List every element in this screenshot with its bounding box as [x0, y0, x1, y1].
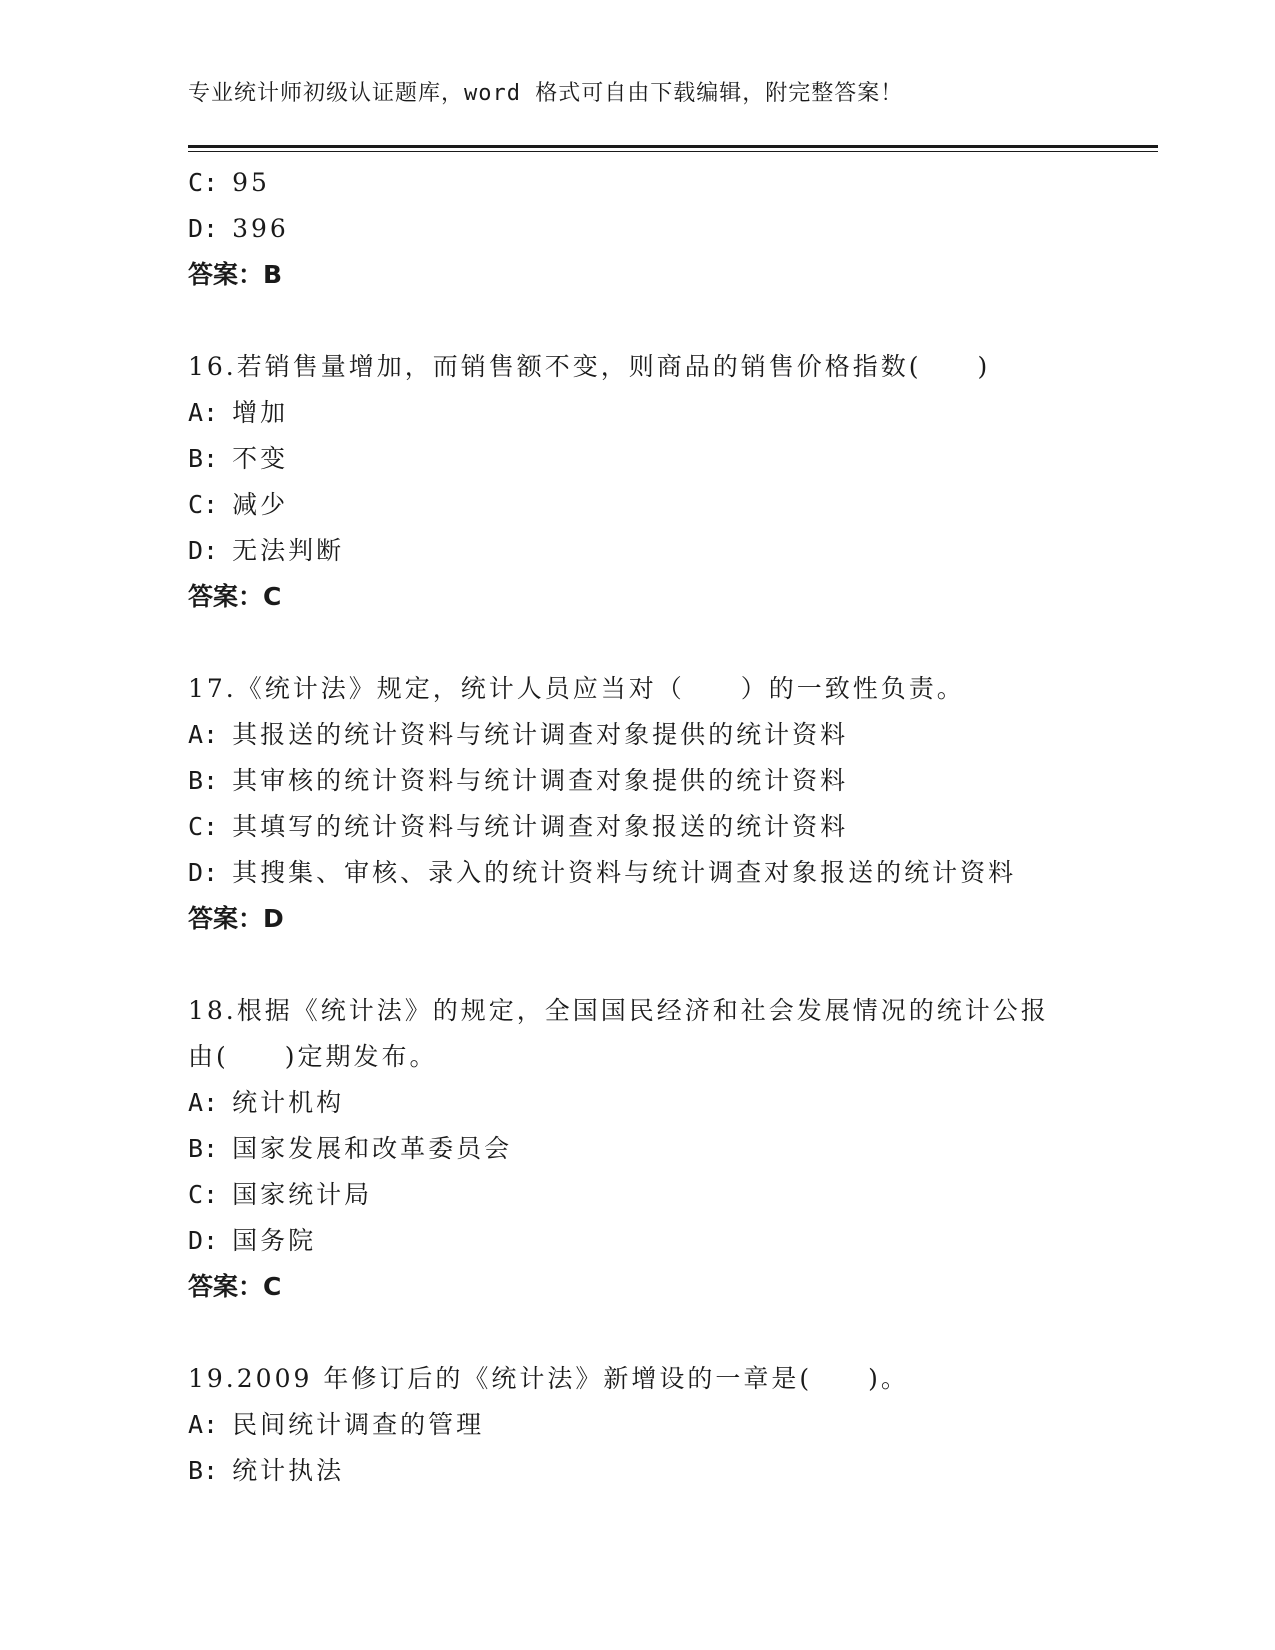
option-letter: B:	[188, 1456, 219, 1485]
option-letter: C:	[188, 1180, 219, 1209]
option-line	[188, 206, 1088, 252]
option-line	[188, 436, 1088, 482]
option-letter: D:	[188, 214, 219, 243]
page-header: 专业统计师初级认证题库，word 格式可自由下载编辑，附完整答案！	[188, 81, 904, 106]
option-text: 国务院	[232, 1226, 317, 1255]
option-text: 统计执法	[232, 1456, 345, 1485]
option-letter: C:	[188, 812, 219, 841]
answer-line: 答案：C	[188, 582, 282, 611]
header-rule-thick	[188, 145, 1158, 148]
option-text: 其报送的统计资料与统计调查对象提供的统计资料	[232, 720, 849, 749]
option-text: 增加	[232, 398, 289, 427]
option-text: 不变	[232, 444, 289, 473]
option-line	[188, 1080, 1088, 1126]
option-line	[188, 160, 1088, 206]
option-line	[188, 1218, 1088, 1264]
option-line	[188, 390, 1088, 436]
option-letter: D:	[188, 536, 219, 565]
option-text: 其填写的统计资料与统计调查对象报送的统计资料	[232, 812, 849, 841]
option-letter: A:	[188, 720, 219, 749]
option-line	[188, 1172, 1088, 1218]
option-text: 其审核的统计资料与统计调查对象提供的统计资料	[232, 766, 849, 795]
option-line	[188, 850, 1088, 896]
option-line	[188, 1448, 1088, 1494]
option-letter: D:	[188, 1226, 219, 1255]
option-text: 民间统计调查的管理	[232, 1410, 485, 1439]
question-stem: 16.若销售量增加，而销售额不变，则商品的销售价格指数( )	[188, 352, 991, 381]
option-text: 减少	[232, 490, 289, 519]
question-list	[188, 160, 1088, 1494]
question-stem: 18.根据《统计法》的规定，全国国民经济和社会发展情况的统计公报	[188, 996, 1049, 1025]
option-line	[188, 758, 1088, 804]
option-letter: A:	[188, 1410, 219, 1439]
option-letter: B:	[188, 766, 219, 795]
option-letter: B:	[188, 444, 219, 473]
option-letter: C:	[188, 490, 219, 519]
answer-line: 答案：C	[188, 1272, 282, 1301]
option-letter: B:	[188, 1134, 219, 1163]
option-letter: A:	[188, 1088, 219, 1117]
option-text: 国家发展和改革委员会	[232, 1134, 513, 1163]
option-text: 国家统计局	[232, 1180, 373, 1209]
option-line	[188, 1126, 1088, 1172]
option-letter: C:	[188, 168, 219, 197]
option-text: 统计机构	[232, 1088, 345, 1117]
header-rule-thin	[188, 151, 1158, 152]
option-text: 无法判断	[232, 536, 345, 565]
question-stem-continuation: 由( )定期发布。	[188, 1042, 438, 1071]
option-text: 95	[232, 168, 270, 197]
option-line	[188, 1402, 1088, 1448]
option-line	[188, 712, 1088, 758]
option-line	[188, 528, 1088, 574]
option-line	[188, 804, 1088, 850]
answer-line: 答案：D	[188, 904, 284, 933]
option-text: 396	[232, 214, 289, 243]
answer-line: 答案：B	[188, 260, 283, 289]
question-stem: 17.《统计法》规定，统计人员应当对（ ）的一致性负责。	[188, 674, 965, 703]
option-line	[188, 482, 1088, 528]
option-text: 其搜集、审核、录入的统计资料与统计调查对象报送的统计资料	[232, 858, 1017, 887]
question-stem: 19.2009 年修订后的《统计法》新增设的一章是( )。	[188, 1364, 909, 1393]
option-letter: D:	[188, 858, 219, 887]
option-letter: A:	[188, 398, 219, 427]
